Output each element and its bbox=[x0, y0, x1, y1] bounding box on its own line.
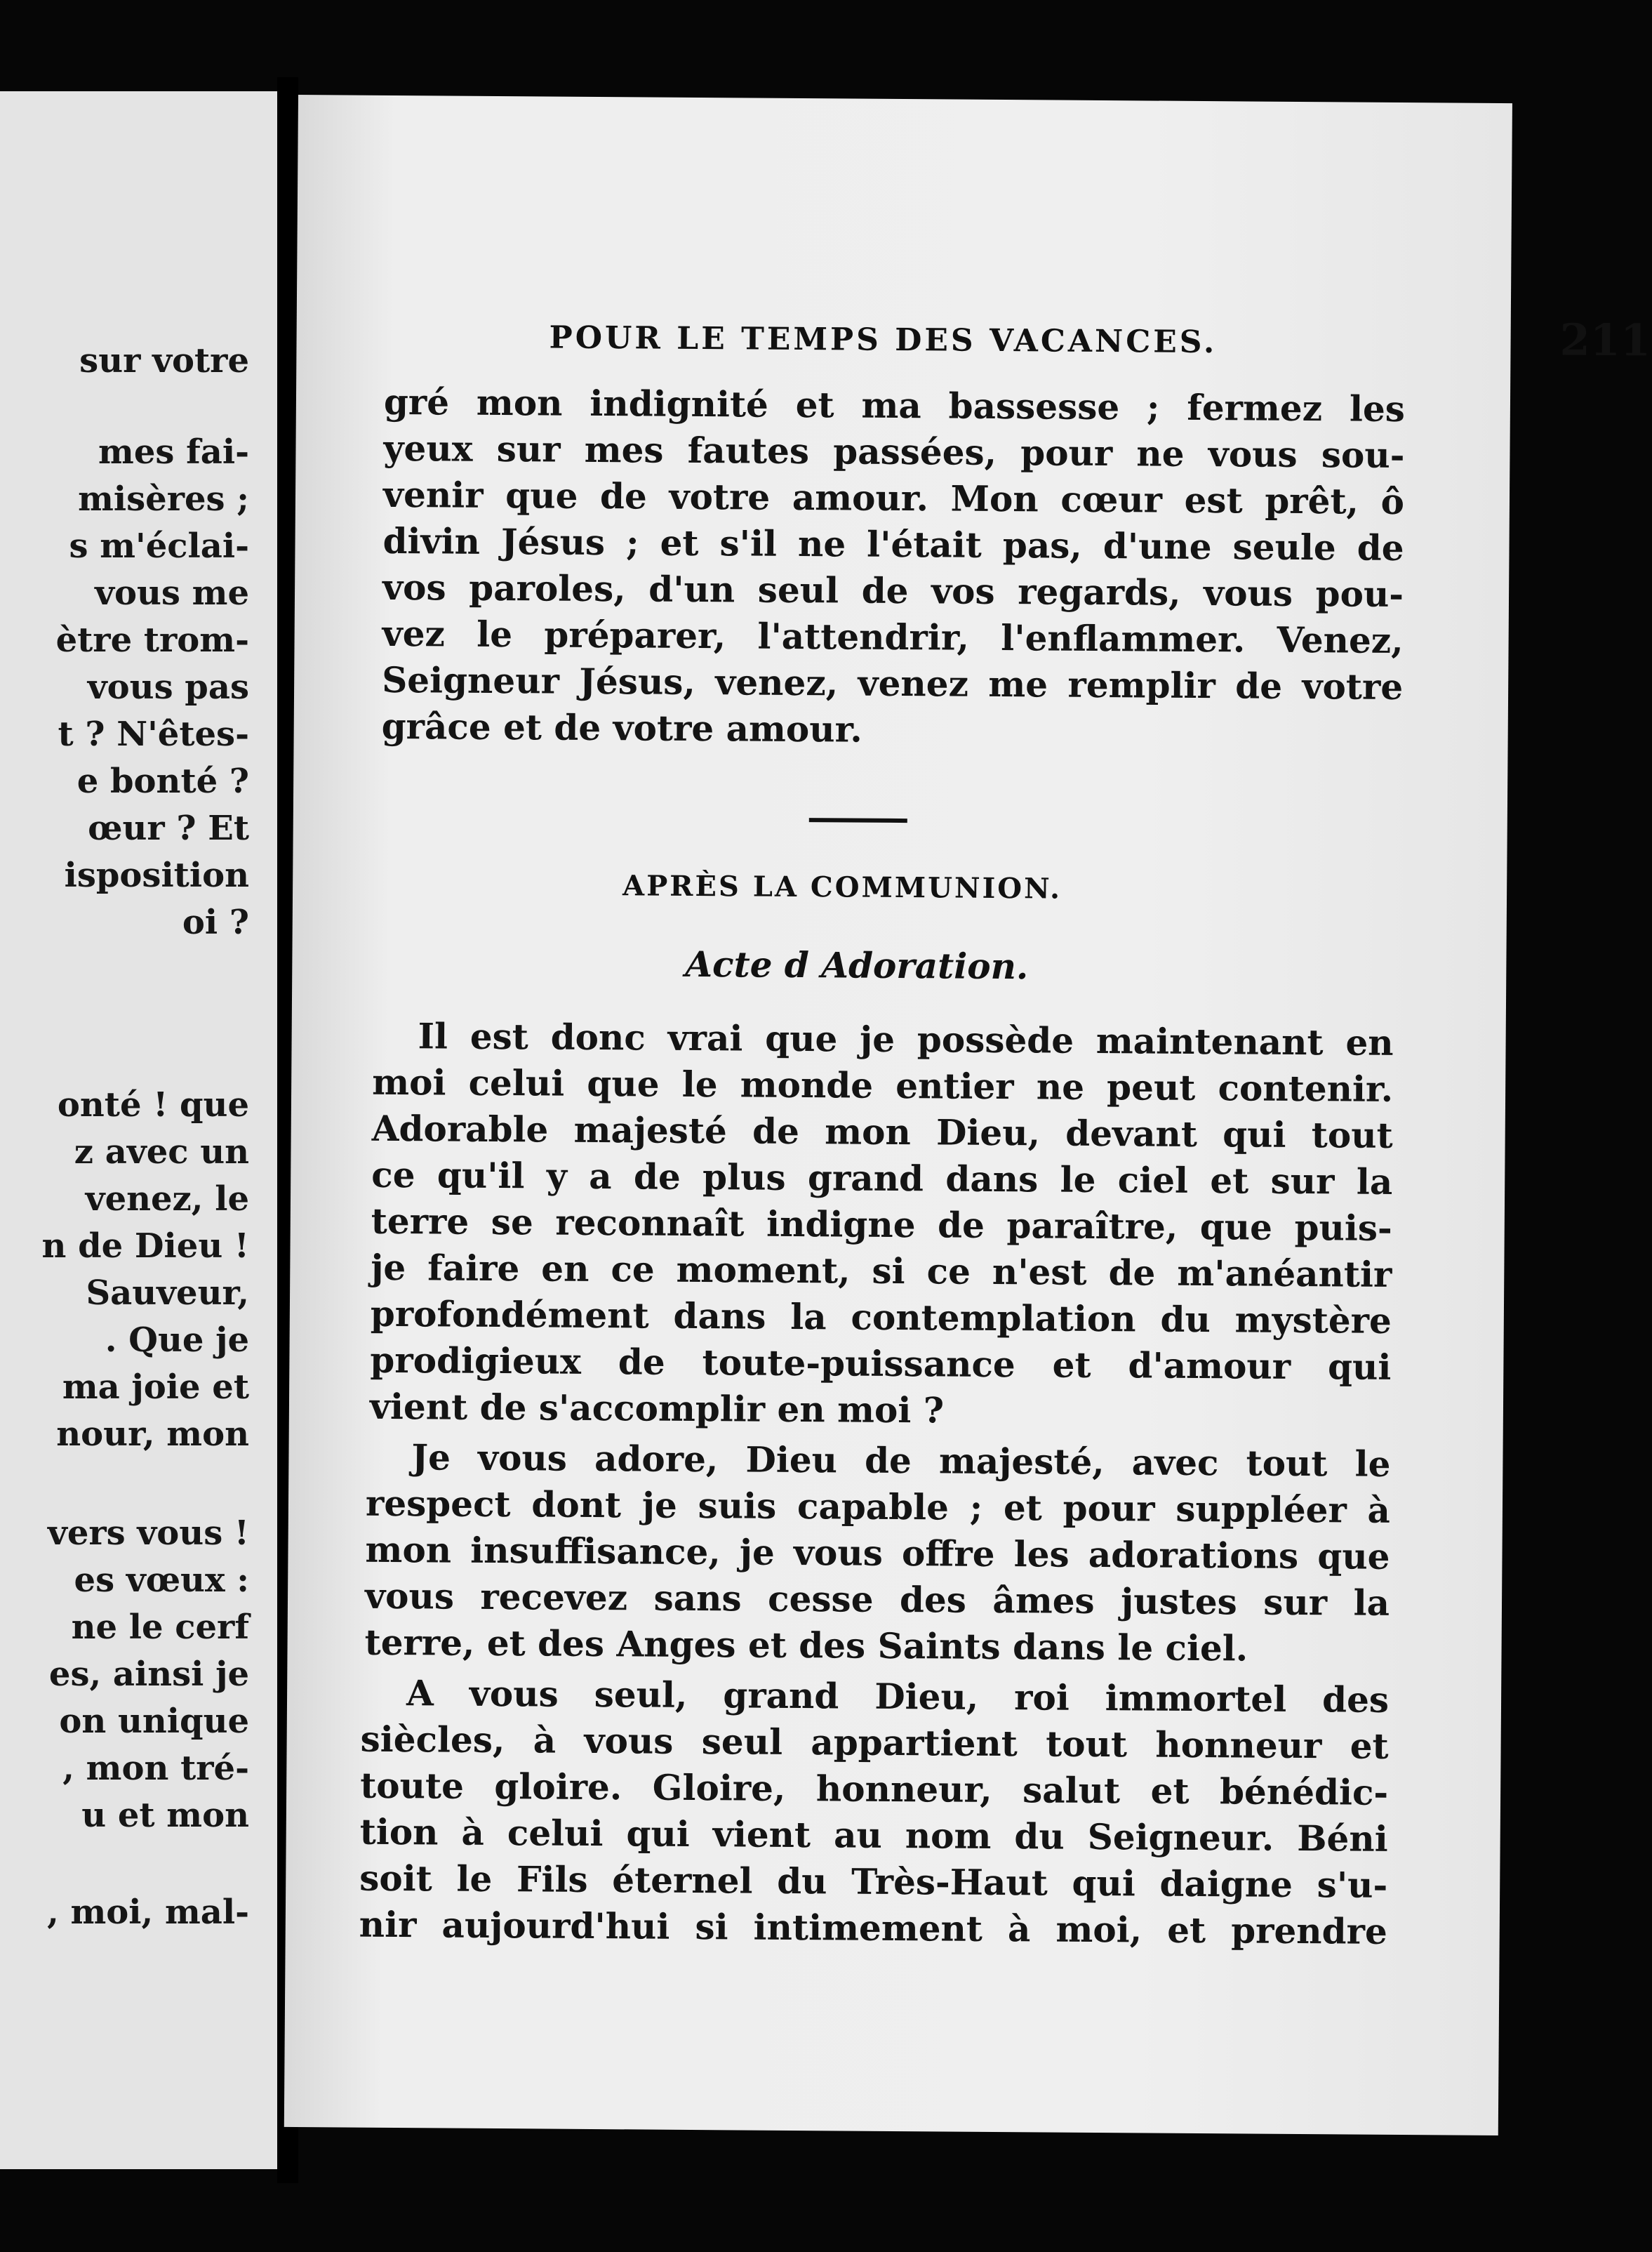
text-line: moi celui que le monde entier ne peut contenir. bbox=[371, 1061, 1394, 1110]
left-page-line: nour, mon bbox=[56, 1415, 249, 1454]
left-page-line: . Que je bbox=[105, 1320, 249, 1360]
left-page-line: vous pas bbox=[87, 668, 249, 707]
section-divider bbox=[809, 818, 907, 823]
left-page-line: mes fai- bbox=[98, 432, 249, 472]
left-page-line: œur ? Et bbox=[88, 809, 249, 848]
text-line: mon insuffisance, je vous offre les adorations que bbox=[365, 1528, 1390, 1577]
text-line: soit le Fils éternel du Très-Haut qui daigne s'u- bbox=[359, 1857, 1388, 1906]
left-page-line: ne le cerf bbox=[71, 1608, 249, 1647]
left-page-line: onté ! que bbox=[57, 1085, 249, 1125]
left-page-line: es vœux : bbox=[74, 1561, 249, 1600]
text-line: grâce et de votre amour. bbox=[381, 705, 863, 750]
left-page-line: , mon tré- bbox=[62, 1749, 249, 1788]
left-page-line: vers vous ! bbox=[47, 1514, 249, 1553]
text-line: nir aujourd'hui si intimement à moi, et prendre bbox=[359, 1903, 1387, 1952]
subsection-title: Acte d Adoration. bbox=[685, 943, 1029, 988]
left-page-line: es, ainsi je bbox=[48, 1655, 249, 1694]
left-page-line: misères ; bbox=[78, 479, 249, 519]
main-page bbox=[284, 95, 1651, 2135]
left-page-line: e bonté ? bbox=[76, 762, 249, 801]
text-line: prodigieux de toute-puissance et d'amour qui bbox=[370, 1339, 1392, 1388]
text-line: ce qu'il y a de plus grand dans le ciel et sur la bbox=[371, 1153, 1393, 1203]
text-line: venir que de votre amour. Mon cœur est prêt, ô bbox=[382, 473, 1405, 523]
text-line: siècles, à vous seul appartient tout honneur et bbox=[360, 1718, 1389, 1767]
left-page-line: vous me bbox=[95, 574, 249, 613]
left-page-line: on unique bbox=[59, 1702, 249, 1741]
left-page-line: venez, le bbox=[85, 1179, 249, 1219]
text-line: je faire en ce moment, si ce n'est de m'anéantir bbox=[371, 1246, 1392, 1295]
left-page-line: Sauveur, bbox=[86, 1273, 249, 1313]
section-title: APRÈS LA COMMUNION. bbox=[622, 869, 1063, 906]
left-page-line: t ? N'êtes- bbox=[58, 715, 249, 754]
text-line: terre, et des Anges et des Saints dans le ciel. bbox=[364, 1621, 1248, 1669]
left-page-line: isposition bbox=[64, 856, 249, 895]
running-head bbox=[549, 307, 1651, 378]
text-line: Il est donc vrai que je possède maintenant en bbox=[418, 1015, 1394, 1064]
text-line: Seigneur Jésus, venez, venez me remplir de votre bbox=[381, 658, 1404, 708]
text-line: vez le préparer, l'attendrir, l'enflammer. Venez, bbox=[382, 612, 1404, 662]
text-line: vos paroles, d'un seul de vos regards, vous pou- bbox=[382, 566, 1404, 616]
left-page-line: z avec un bbox=[74, 1132, 249, 1172]
text-line: Adorable majesté de mon Dieu, devant qui tout bbox=[371, 1107, 1393, 1156]
text-line: Je vous adore, Dieu de majesté, avec tout le bbox=[411, 1436, 1391, 1485]
text-line: yeux sur mes fautes passées, pour ne vous sou- bbox=[383, 427, 1405, 477]
text-line: terre se reconnaît indigne de paraître, que puis- bbox=[371, 1200, 1392, 1249]
left-page-line: sur votre bbox=[79, 341, 249, 380]
text-line: tion à celui qui vient au nom du Seigneur. Béni bbox=[359, 1810, 1388, 1860]
text-line: respect dont je suis capable ; et pour suppléer à bbox=[365, 1482, 1391, 1531]
left-page-line: s m'éclai- bbox=[69, 526, 249, 566]
text-line: vient de s'accomplir en moi ? bbox=[369, 1385, 945, 1431]
left-page-line: oi ? bbox=[182, 903, 249, 942]
page-number: 211 bbox=[1559, 314, 1651, 366]
text-line: divin Jésus ; et s'il ne l'était pas, d'une seule de bbox=[382, 519, 1404, 569]
text-line: toute gloire. Gloire, honneur, salut et bénédic- bbox=[359, 1764, 1389, 1813]
text-line: gré mon indignité et ma bassesse ; fermez les bbox=[383, 380, 1406, 430]
left-page-line: u et mon bbox=[81, 1796, 249, 1835]
left-page-line: ma joie et bbox=[62, 1367, 249, 1407]
text-line: vous recevez sans cesse des âmes justes sur la bbox=[364, 1575, 1390, 1624]
text-line: profondément dans la contemplation du mystère bbox=[370, 1292, 1392, 1342]
left-page-line: , moi, mal- bbox=[47, 1893, 249, 1932]
text-line: A vous seul, grand Dieu, roi immortel des bbox=[406, 1672, 1390, 1721]
left-facing-page bbox=[0, 91, 277, 2169]
running-title: POUR LE TEMPS DES VACANCES. bbox=[549, 319, 1218, 361]
left-page-line: n de Dieu ! bbox=[41, 1226, 249, 1266]
left-page-line: ètre trom- bbox=[55, 621, 249, 660]
